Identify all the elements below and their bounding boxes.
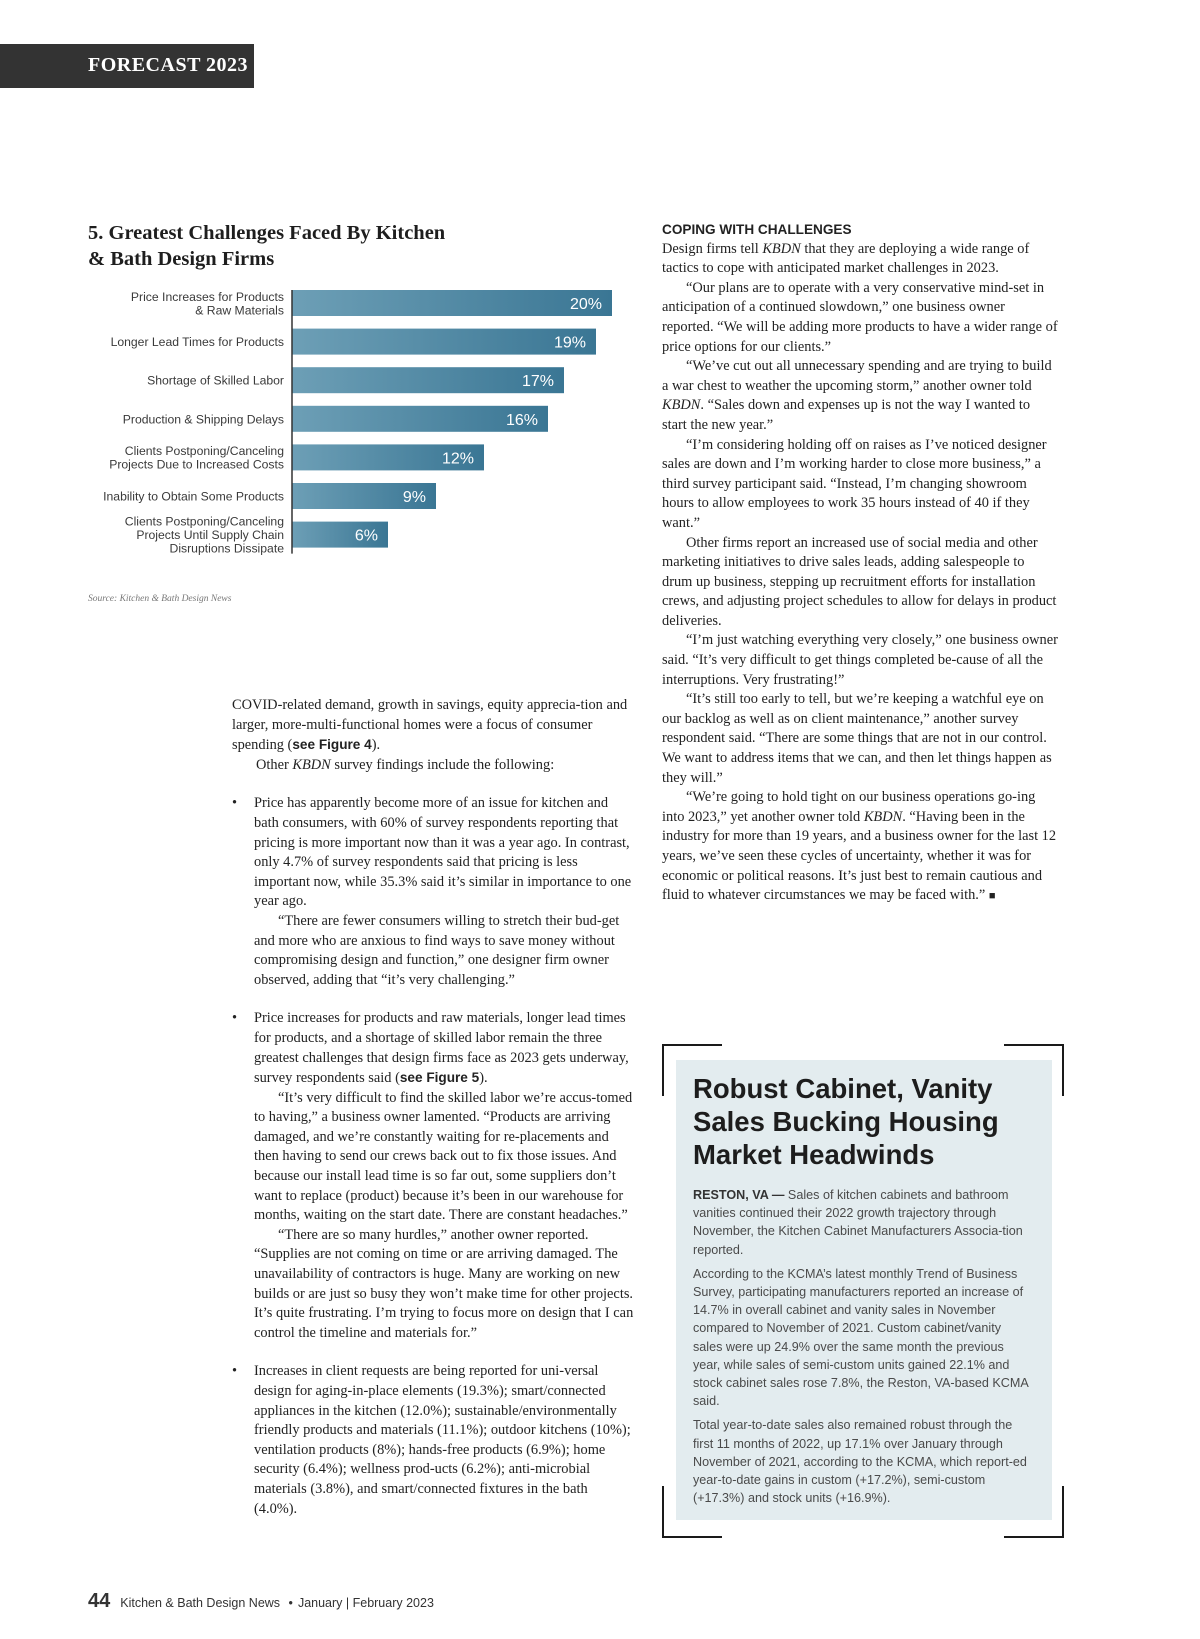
category-label: Shortage of Skilled Labor <box>147 373 284 388</box>
sidebar-paragraph: RESTON, VA — Sales of kitchen cabinets and bathroom vanities continued their 2022 growth trajectory through November, the Kitchen Cabinet Manufacturers Associa-tion reported. <box>693 1188 1023 1257</box>
section-heading: COPING WITH CHALLENGES <box>662 222 852 237</box>
category-label: Longer Lead Times for Products <box>110 335 284 350</box>
bar-0 <box>292 290 612 316</box>
sidebar-body <box>693 1186 1033 1513</box>
bullet-item: • Price has apparently become more of an issue for kitchen and bath consumers, with 60% of survey respondents reporting that pricing is more important now than it was a year ago. In contrast, only 4.7% of survey respondents said that pricing is less important now, while 35.3% said it’s similar in importance to one year ago. “There are fewer consumers willing to stretch their bud-get and more who are anxious to find ways to save money without compromising design and function,” one designer firm owner observed, adding that “it’s very challenging.” <box>232 794 634 990</box>
page-number: 44 <box>88 1590 111 1612</box>
findings-intro: Other KBDN survey findings include the following: <box>256 756 555 773</box>
bar-value-label: 19% <box>553 334 586 352</box>
bar-value-label: 16% <box>505 411 538 429</box>
paragraph: Other firms report an increased use of social media and other marketing initiatives to drive sales leads, adding salespeople to drum up business, stepping up recruitment efforts for installation crews, and adjusting project schedules to allow for delays in product deliveries. <box>662 534 1057 629</box>
paragraph: Design firms tell KBDN that they are deploying a wide range of tactics to cope with anticipated market challenges in 2023. <box>662 240 1030 277</box>
paragraph: “We’ve cut out all unnecessary spending and are trying to build a war chest to weather the upcoming storm,” another owner told KBDN. “Sales down and expenses up is not the way I wanted to start the new year.” <box>662 358 1052 433</box>
intro-paragraph: COVID-related demand, growth in savings, equity apprecia-tion and larger, more-multi-functional homes were a focus of consumer spending (see Figure 4). <box>232 697 628 754</box>
sidebar-title: Robust Cabinet, Vanity Sales Bucking Housing Market Headwinds <box>693 1073 999 1170</box>
bullet-item: • Price increases for products and raw materials, longer lead times for products, and a shortage of skilled labor remain the three greatest challenges that design firms face as 2023 gets underway, survey respondents said (see Figure 5). “It’s very difficult to find the skilled labor we’re accus-tomed to having,” a business owner lamented. “Products are arriving damaged, and we’re constantly waiting for re-placements and then having to send our crews back out to fix those issues. And because our install lead time is so far out, some suppliers don’t want to replace (product) because it’s been in our warehouse for months, waiting on the start date. There are constant headaches.” “There are so many hurdles,” another owner reported. “Supplies are not coming on time or are arriving damaged. The unavailability of contractors is huge. Many are working on new builds or are just so busy they won’t make time for other projects. It’s quite frustrating. I’m trying to focus more on design that I can control the timeline and materials for.” <box>232 1009 634 1343</box>
end-mark: ■ <box>988 890 996 903</box>
right-column <box>662 220 1058 907</box>
chart-title: 5. Greatest Challenges Faced By Kitchen & Bath Design Firms <box>88 222 446 270</box>
category-label: Production & Shipping Delays <box>122 412 284 427</box>
publication-name: Kitchen & Bath Design News <box>120 1596 281 1610</box>
page-footer: 44 Kitchen & Bath Design News • January | February 2023 <box>88 1590 434 1612</box>
bar-value-label: 20% <box>569 296 602 313</box>
chart-source: Source: Kitchen & Bath Design News <box>88 594 232 604</box>
category-label: Inability to Obtain Some Products <box>103 489 284 504</box>
bullet-item: • Increases in client requests are being reported for uni-versal design for aging-in-place elements (19.3%); smart/connected appliances in the kitchen (12.0%); sustainable/environmentally friendly products and materials (11.1%); outdoor kitchens (10%); ventilation products (8%); hands-free products (6.9%); home security (6.4%); wellness prod-ucts (6.2%); anti-microbial materials (3.8%), and smart/connected fixtures in the bath (4.0%). <box>232 1362 634 1519</box>
bar-1 <box>292 329 596 355</box>
left-column <box>232 696 634 1519</box>
bullet-1-quote: “There are fewer consumers willing to stretch their bud-get and more who are anxious to find ways to save money without compromising design and function,” one designer firm owner observed, adding that “it’s very challenging.” <box>254 912 620 988</box>
section-tag-label: FORECAST 2023 <box>88 54 249 76</box>
category-label: Clients Postponing/Canceling Projects Until Supply Chain Disruptions Dissipate <box>124 514 284 556</box>
bullet-2-quote-2: “There are so many hurdles,” another owner reported. “Supplies are not coming on time or are arriving damaged. The unavailability of contractors is huge. Many are working on new builds or are just so busy they won’t make time for other projects. It’s quite frustrating. I’m trying to focus more on design that I can control the timeline and materials for.” <box>254 1226 634 1341</box>
section-tag <box>0 44 254 88</box>
bar-value-label: 6% <box>354 527 378 545</box>
bar-chart <box>88 290 648 580</box>
bullet-3-text: Increases in client requests are being reported for uni-versal design for aging-in-place elements (19.3%); smart/connected appliances in the kitchen (12.0%); sustainable/environmentally friendly products and materials (11.1%); outdoor kitchens (10%); ventilation products (8%); hands-free products (6.9%); home security (6.4%); wellness prod-ucts (6.2%); anti-microbial materials (3.8%), and smart/connected fixtures in the bath (4.0%). <box>254 1363 631 1517</box>
bullet-2-text: Price increases for products and raw materials, longer lead times for products, and a shortage of skilled labor remain the three greatest challenges that design firms face as 2023 gets underway, survey respondents said (see Figure 5). <box>254 1010 629 1087</box>
issue-date: January | February 2023 <box>297 1596 434 1610</box>
sidebar-paragraph: According to the KCMA’s latest monthly Trend of Business Survey, participating manufacturers reported an increase of 14.7% in overall cabinet and vanity sales in November compared to November of 2021. Custom cabinet/vanity sales were up 24.9% over the same month the previous year, while sales of semi-custom units gained 22.1% and stock cabinet sales rose 7.8%, the Reston, VA-based KCMA said. <box>693 1266 1029 1409</box>
bullet-1-text: Price has apparently become more of an issue for kitchen and bath consumers, with 60% of survey respondents reporting that pricing is more important now than it was a year ago. In contrast, only 4.7% of survey respondents said that pricing is less important now, while 35.3% said it’s similar in importance to one year ago. <box>254 795 632 910</box>
bar-value-label: 12% <box>441 450 474 468</box>
category-label: Price Increases for Products & Raw Materials <box>130 290 284 318</box>
paragraph: “We’re going to hold tight on our business operations go-ing into 2023,” yet another owner told KBDN. “Having been in the industry for more than 19 years, and a business owner for the last 12 years, we’ve seen these cycles of uncertainty, whether it was for economic or political reasons. It’s just best to remain cautious and fluid to whatever circumstances we may be faced with.” ■ <box>662 789 1057 904</box>
paragraph: “I’m considering holding off on raises as I’ve noticed designer sales are down and I’m working harder to close more business,” a third survey participant said. “Instead, I’m changing showroom hours to allow employees to work 35 hours instead of 40 if they want.” <box>662 436 1047 531</box>
sidebar-paragraph: Total year-to-date sales also remained robust through the first 11 months of 2022, up 17.1% over January through November of 2021, according to the KCMA, which report-ed year-to-date gains in custom (+17.2%), semi-custom (+17.3%) and stock units (+16.9%). <box>693 1418 1027 1506</box>
bar-value-label: 9% <box>402 489 426 506</box>
paragraph: “It’s still too early to tell, but we’re keeping a watchful eye on our backlog as well as on client maintenance,” another survey respondent said. “There are some things that are not in our control. We want to address items that we can, and then let things happen as they will.” <box>662 691 1052 786</box>
bullet-2-quote-1: “It’s very difficult to find the skilled labor we’re accus-tomed to having,” a business owner lamented. “Products are arriving damaged, and we’re constantly waiting for re-placements and then having to send our crews back out to fix those issues. And because our install lead time is so far out, some suppliers don’t want to replace (product) because it’s been in our warehouse for months, waiting on the start date. There are constant headaches.” <box>254 1089 633 1224</box>
paragraph: “Our plans are to operate with a very conservative mind-set in anticipation of a continued slowdown,” one business owner reported. “We will be adding more products to have a wider range of price options for our clients.” <box>662 279 1058 355</box>
paragraph: “I’m just watching everything very closely,” one business owner said. “It’s very difficult to get things completed be-cause of all the interruptions. Very frustrating!” <box>662 632 1058 688</box>
bar-value-label: 17% <box>521 373 554 391</box>
category-label: Clients Postponing/Canceling Projects Due to Increased Costs <box>109 444 284 472</box>
